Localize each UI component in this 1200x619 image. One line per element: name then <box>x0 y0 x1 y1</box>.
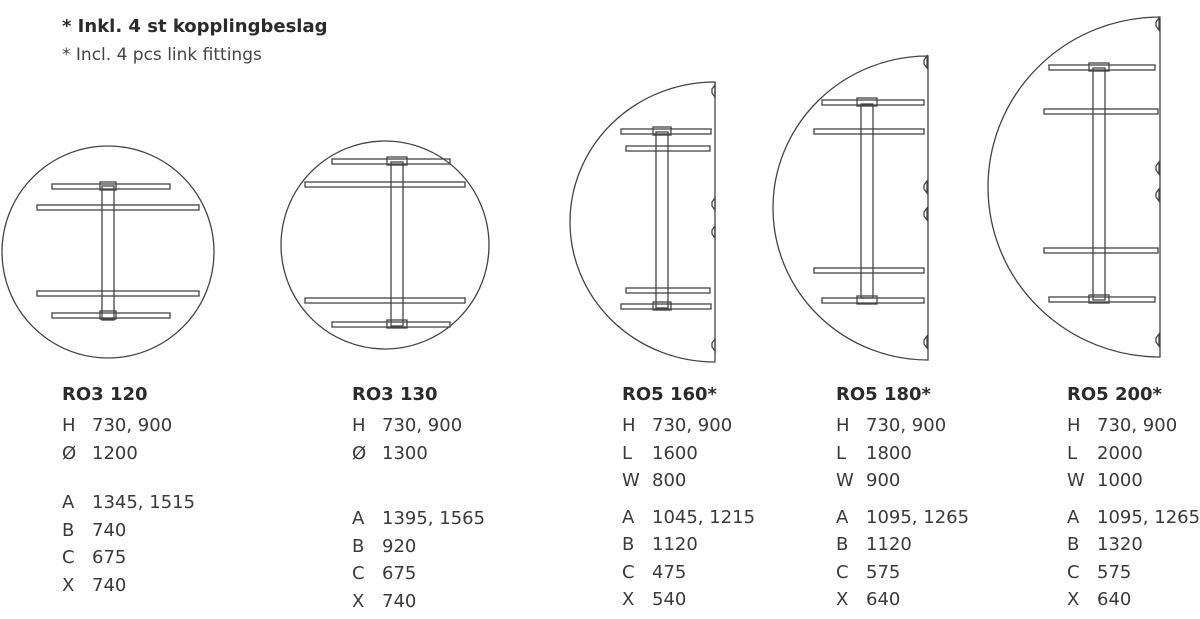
dim-value: 1120 <box>866 534 912 555</box>
spec-row <box>352 412 485 440</box>
spec-value: 1600 <box>652 442 698 464</box>
spec-key: H <box>622 415 636 436</box>
dim-row <box>1067 586 1200 614</box>
dim-key: B <box>836 534 849 555</box>
drawing-ro5-180 <box>773 56 928 360</box>
dim-key: C <box>622 561 635 583</box>
dim-key: A <box>1067 506 1080 528</box>
dim-row <box>352 588 485 616</box>
spec-value: 1800 <box>866 442 912 464</box>
spec-value: 730, 900 <box>866 415 947 436</box>
dim-value: 640 <box>1097 589 1132 610</box>
spec-block-ro5-200 <box>1067 384 1200 614</box>
dim-row <box>352 533 485 561</box>
dim-key: B <box>622 534 635 555</box>
product-title: RO3 130 <box>352 384 438 405</box>
dim-value: 475 <box>652 561 687 583</box>
dim-key: X <box>622 589 635 610</box>
dim-key: C <box>62 547 75 568</box>
dim-row <box>352 560 485 588</box>
dim-value: 1095, 1265 <box>866 506 970 528</box>
dim-row <box>1067 559 1200 587</box>
spec-key: L <box>836 442 847 464</box>
dim-value: 740 <box>382 590 417 612</box>
spec-key: W <box>1067 470 1085 491</box>
dim-key: X <box>1067 589 1080 610</box>
spec-key: H <box>836 415 850 436</box>
drawing-ro5-200 <box>988 17 1160 357</box>
dim-row <box>622 531 755 559</box>
spec-row <box>1067 467 1200 495</box>
spec-block-ro5-180 <box>836 384 969 614</box>
spec-value: 1200 <box>92 442 138 464</box>
dim-row <box>62 489 195 517</box>
spec-value: 730, 900 <box>1097 415 1178 436</box>
spec-row <box>352 440 485 468</box>
dim-key: C <box>836 561 849 583</box>
spec-row <box>622 467 755 495</box>
dim-value: 575 <box>1097 561 1132 583</box>
dim-key: A <box>622 506 635 528</box>
dim-key: A <box>836 506 849 528</box>
spec-row <box>62 440 195 468</box>
spec-value: 2000 <box>1097 442 1143 464</box>
spec-block-ro5-160 <box>622 384 755 614</box>
dim-row <box>352 505 485 533</box>
dim-value: 1095, 1265 <box>1097 506 1200 528</box>
spec-value: 1300 <box>382 442 428 464</box>
dim-row <box>622 504 755 532</box>
product-title: RO3 120 <box>62 384 148 405</box>
dim-row <box>62 572 195 600</box>
spec-key: Ø <box>352 442 367 464</box>
dim-value: 675 <box>382 563 417 584</box>
spec-key: W <box>622 470 640 491</box>
spec-row <box>836 412 969 440</box>
spec-row <box>1067 440 1200 468</box>
dim-value: 575 <box>866 561 901 583</box>
spec-key: L <box>622 442 633 464</box>
spec-block-ro3-120 <box>62 384 195 599</box>
spec-key: H <box>1067 415 1081 436</box>
dim-value: 1395, 1565 <box>382 508 486 529</box>
spec-value: 730, 900 <box>652 415 733 436</box>
spec-key: H <box>62 415 76 436</box>
note-swedish: * Inkl. 4 st kopplingbeslag <box>62 16 328 37</box>
dim-value: 740 <box>92 574 127 596</box>
dim-value: 540 <box>652 589 687 610</box>
dim-row <box>836 559 969 587</box>
dim-key: X <box>62 574 75 596</box>
spec-value: 900 <box>866 470 901 491</box>
dim-value: 1045, 1215 <box>652 506 756 528</box>
dim-row <box>622 559 755 587</box>
dim-row <box>836 504 969 532</box>
spec-key: Ø <box>62 442 77 464</box>
spec-row <box>622 440 755 468</box>
dim-key: B <box>1067 534 1080 555</box>
dim-value: 640 <box>866 589 901 610</box>
spec-row <box>836 440 969 468</box>
spec-row <box>62 412 195 440</box>
dim-row <box>1067 531 1200 559</box>
spec-key: W <box>836 470 854 491</box>
drawing-ro3-120 <box>2 146 214 358</box>
dim-row <box>836 586 969 614</box>
dim-row <box>1067 504 1200 532</box>
spec-value: 730, 900 <box>382 415 463 436</box>
dim-value: 675 <box>92 547 127 568</box>
spec-key: L <box>1067 442 1078 464</box>
spec-row <box>1067 412 1200 440</box>
spec-block-ro3-130 <box>352 384 485 615</box>
drawing-ro5-160 <box>570 82 715 362</box>
drawing-ro3-130 <box>281 141 489 349</box>
spec-value: 1000 <box>1097 470 1143 491</box>
dim-value: 1120 <box>652 534 698 555</box>
dim-key: C <box>352 563 365 584</box>
dim-value: 920 <box>382 535 417 557</box>
dim-row <box>62 544 195 572</box>
dim-key: A <box>352 508 365 529</box>
product-title: RO5 180* <box>836 384 931 405</box>
dim-value: 740 <box>92 519 127 541</box>
spec-key: H <box>352 415 366 436</box>
dim-value: 1320 <box>1097 534 1143 555</box>
dim-key: X <box>352 590 365 612</box>
dim-key: X <box>836 589 849 610</box>
dim-row <box>622 586 755 614</box>
spec-row <box>836 467 969 495</box>
spec-row <box>622 412 755 440</box>
dim-value: 1345, 1515 <box>92 492 196 513</box>
dim-key: B <box>352 535 365 557</box>
dim-row <box>836 531 969 559</box>
product-title: RO5 160* <box>622 384 717 405</box>
dim-key: B <box>62 519 75 541</box>
product-title: RO5 200* <box>1067 384 1162 405</box>
spec-value: 730, 900 <box>92 415 173 436</box>
dim-row <box>62 517 195 545</box>
dim-key: C <box>1067 561 1080 583</box>
spec-value: 800 <box>652 470 687 491</box>
dim-key: A <box>62 492 75 513</box>
note-english: * Incl. 4 pcs link fittings <box>62 45 262 65</box>
